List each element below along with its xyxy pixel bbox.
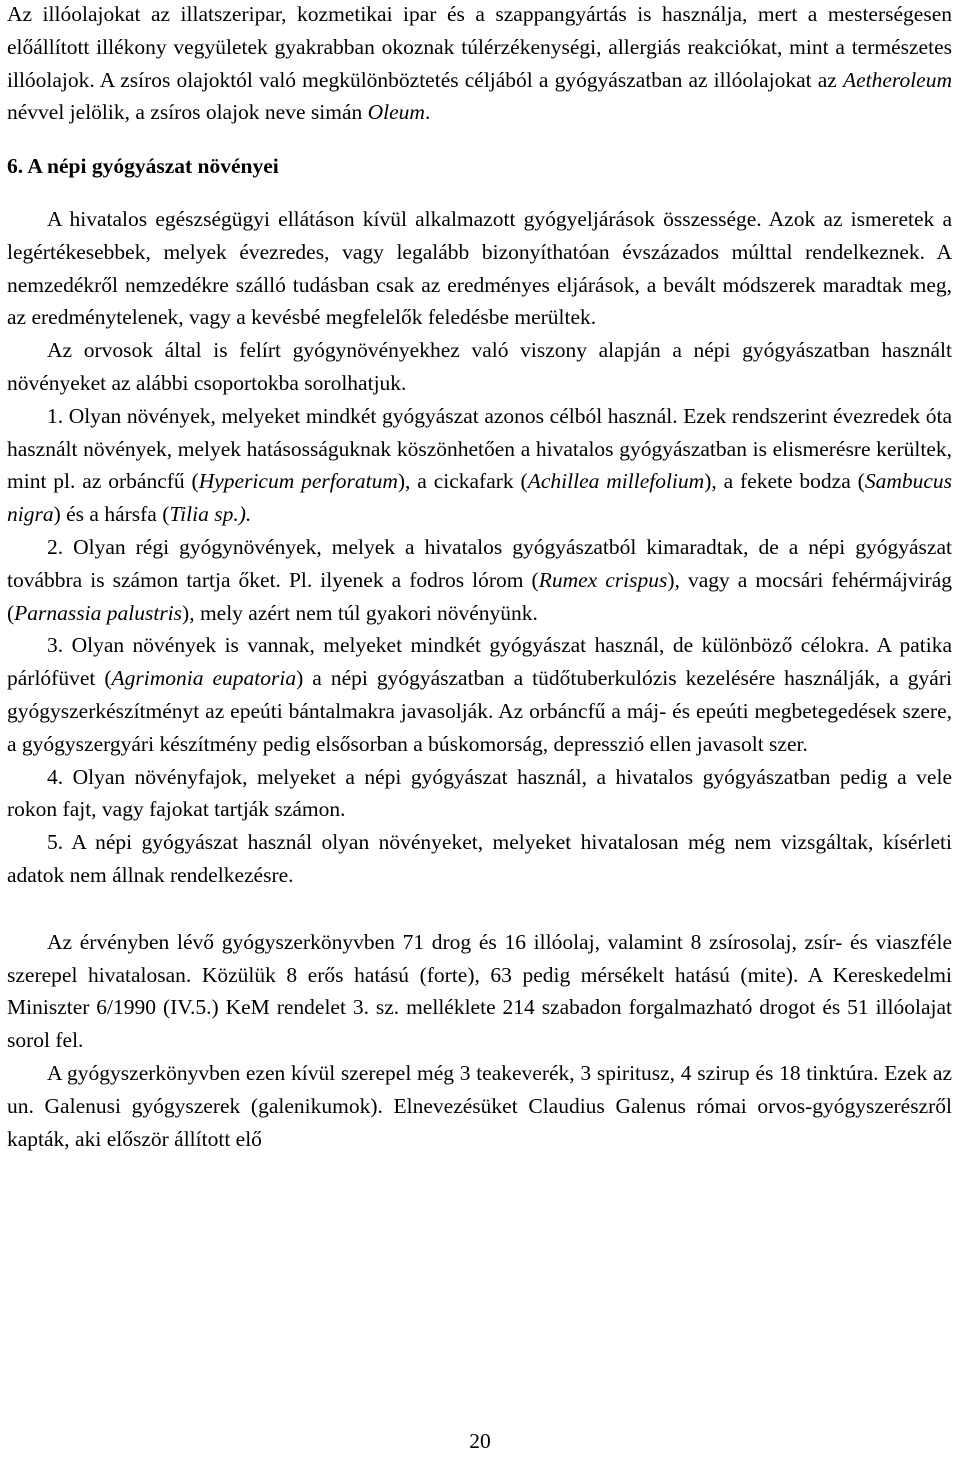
list-item-2 [7, 531, 952, 629]
text-run: ), a cickafark ( [397, 469, 528, 494]
list-item-4: 4. Olyan növényfajok, melyeket a népi gyógyászat használ, a hivatalos gyógyászatban pedig a vele rokon fajt, vagy fajokat tartják számon. [7, 764, 952, 822]
text-run: ), mely azért nem túl gyakori növényünk. [182, 600, 538, 625]
list-item-3 [7, 629, 952, 760]
intro-paragraph [7, 0, 952, 129]
pharmacopoeia-paragraph: Az érvényben lévő gyógyszerkönyvben 71 drog és 16 illóolaj, valamint 8 zsírosolaj, zsír- és viaszféle szerepel hivatalosan. Közülük 8 erős hatású (forte), 63 pedig mérsékelt hatású (mite). A Kereskedelmi Miniszter 6/1990 (IV.5.) KeM rendelet 3. sz. melléklete 214 szabadon forgalmazható drogot és 51 illóolajat sorol fel. [7, 929, 952, 1053]
latin-term: Parnassia palustris [14, 600, 183, 625]
latin-term: Tilia sp.). [169, 502, 252, 527]
latin-term: Aetheroleum [842, 67, 952, 92]
text-run: névvel jelölik, a zsíros olajok neve simán [7, 100, 368, 125]
text-run: 2. Olyan régi gyógynövények, melyek a hivatalos gyógyászatból kimaradtak, de a népi gyógyászat továbbra is számon tartja őket. Pl. ilyenek a fodros lórom ( [7, 534, 952, 592]
latin-term: Oleum [367, 100, 425, 125]
text-run: 3. Olyan növények is vannak, melyeket mindkét gyógyászat használ, de különböző célokra. A patika párlófüvet ( [7, 633, 952, 691]
latin-term: Agrimonia eupatoria [111, 666, 297, 691]
latin-term: Sambucus nigra [7, 469, 952, 527]
text-run: ), vagy a mocsári fehérmájvirág ( [7, 567, 953, 625]
text-run: 1. Olyan növények, melyeket mindkét gyógyászat azonos célból használ. Ezek rendszerint évezredek óta használt növények, melyek hatásosságuknak köszönhetően a hivatalos gyógyászatban is elismerésre kerültek, mint pl. az orbáncfű ( [7, 403, 952, 494]
latin-term: Achillea millefolium [527, 469, 705, 494]
definition-paragraph: A hivatalos egészségügyi ellátáson kívül alkalmazott gyógyeljárások összessége. Azok az ismeretek a legértékesebbek, melyek évezredes, vagy legalább bizonyíthatóan évszázados múlttal rendelkeznek. A nemzedékről nemzedékre szálló tudásban csak az eredményes eljárások, a bevált módszerek maradtak meg, az eredménytelenek, vagy a kevésbé megfelelők feledésbe merültek. [7, 206, 952, 330]
text-run: Az illóolajokat az illatszeripar, kozmetikai ipar és a szappangyártás is használja, mert a mesterségesen előállított illékony vegyületek gyakrabban okoznak túlérzékenységi, allergiás reakciókat, mint a természetes illóolajok. A zsíros olajoktól való megkülönböztetés céljából a gyógyászatban az illóolajokat az [7, 2, 952, 92]
page-number: 20 [469, 1429, 491, 1453]
list-item-1 [7, 400, 952, 531]
text-run: ) a népi gyógyászatban a tüdőtuberkulózis kezelésére használják, a gyári gyógyszerkészítményt az epeúti bántalmakra javasolják. Az orbáncfű a máj- és epeúti megbetegedések szere, a gyógyszergyári készítmény pedig elsősorban a búskomorság, depresszió ellen javasolt szer. [7, 666, 952, 756]
text-run: ) és a hársfa ( [53, 502, 170, 527]
text-run: . [424, 100, 431, 125]
latin-term: Rumex crispus [538, 567, 668, 592]
section-heading: 6. A népi gyógyászat növényei [7, 154, 279, 179]
list-item-5: 5. A népi gyógyászat használ olyan növényeket, melyeket hivatalosan még nem vizsgáltak, kísérleti adatok nem állnak rendelkezésre. [7, 830, 952, 887]
groups-intro-paragraph: Az orvosok által is felírt gyógynövényekhez való viszony alapján a népi gyógyászatban használt növényeket az alábbi csoportokba sorolhatjuk. [7, 338, 952, 395]
galenic-paragraph: A gyógyszerkönyvben ezen kívül szerepel még 3 teakeverék, 3 spiritusz, 4 szirup és 18 tinktúra. Ezek az un. Galenusi gyógyszerek (galenikumok). Elnevezésüket Claudius Galenus római orvos-gyógyszerészről kapták, aki először állított elő [7, 1060, 952, 1151]
text-run: ), a fekete bodza ( [704, 469, 865, 494]
latin-term: Hypericum perforatum [198, 469, 398, 494]
